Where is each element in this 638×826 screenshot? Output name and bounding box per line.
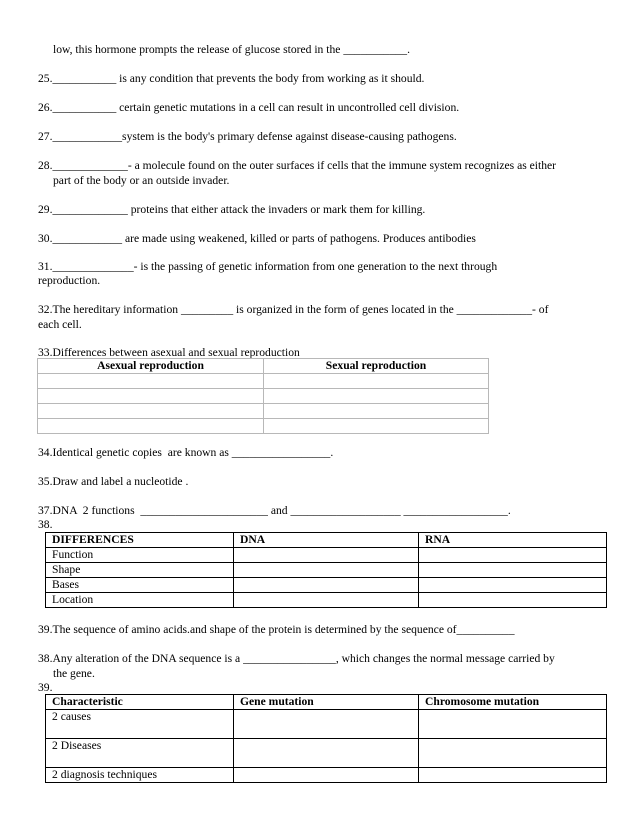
header-differences: DIFFERENCES [46,533,234,548]
reproduction-table [37,358,489,434]
question-38b-line1: 38.Any alteration of the DNA sequence is a ________________, which changes the normal message carried by [38,652,555,665]
answer-cell[interactable] [38,374,264,389]
answer-cell[interactable] [234,593,419,608]
header-gene-mutation: Gene mutation [234,695,419,710]
question-38b-line2: the gene. [53,667,95,680]
answer-cell[interactable] [419,578,607,593]
row-label-location: Location [46,593,234,608]
question-30: 30.____________ are made using weakened, killed or parts of pathogens. Produces antibodies [38,232,476,245]
question-32-line2: each cell. [38,318,82,331]
answer-cell[interactable] [234,710,419,739]
question-39b-number: 39. [38,681,53,694]
row-label-causes: 2 causes [46,710,234,739]
answer-cell[interactable] [419,768,607,783]
question-34: 34.Identical genetic copies are known as _________________. [38,446,334,459]
answer-cell[interactable] [419,548,607,563]
answer-cell[interactable] [234,548,419,563]
answer-cell[interactable] [38,389,264,404]
answer-cell[interactable] [264,419,489,434]
answer-cell[interactable] [419,710,607,739]
answer-cell[interactable] [38,419,264,434]
header-rna: RNA [419,533,607,548]
question-32-line1: 32.The hereditary information _________ is organized in the form of genes located in the _____________- of [38,303,549,316]
mutation-table [45,694,607,783]
question-26: 26.___________ certain genetic mutations in a cell can result in uncontrolled cell division. [38,101,460,114]
answer-cell[interactable] [419,563,607,578]
question-31-line2: reproduction. [38,274,101,287]
header-chromosome-mutation: Chromosome mutation [419,695,607,710]
answer-cell[interactable] [234,578,419,593]
header-dna: DNA [234,533,419,548]
row-label-diseases: 2 Diseases [46,739,234,768]
answer-cell[interactable] [264,404,489,419]
question-28-line1: 28._____________- a molecule found on the outer surfaces if cells that the immune system recognizes as either [38,159,557,172]
question-27: 27.____________system is the body's primary defense against disease-causing pathogens. [38,130,457,143]
row-label-bases: Bases [46,578,234,593]
question-38-number: 38. [38,518,53,531]
header-asexual: Asexual reproduction [38,359,264,374]
question-24-continuation: low, this hormone prompts the release of glucose stored in the ___________. [53,43,410,56]
question-39: 39.The sequence of amino acids.and shape of the protein is determined by the sequence of__________ [38,623,515,636]
answer-cell[interactable] [419,739,607,768]
question-25: 25.___________ is any condition that prevents the body from working as it should. [38,72,425,85]
answer-cell[interactable] [264,389,489,404]
answer-cell[interactable] [234,563,419,578]
question-31-line1: 31.______________- is the passing of genetic information from one generation to the next through [38,260,498,273]
answer-cell[interactable] [264,374,489,389]
header-sexual: Sexual reproduction [264,359,489,374]
question-33: 33.Differences between asexual and sexual reproduction [38,346,300,359]
answer-cell[interactable] [38,404,264,419]
row-label-diagnosis: 2 diagnosis techniques [46,768,234,783]
answer-cell[interactable] [419,593,607,608]
row-label-shape: Shape [46,563,234,578]
dna-rna-table [45,532,607,608]
header-characteristic: Characteristic [46,695,234,710]
question-29: 29._____________ proteins that either attack the invaders or mark them for killing. [38,203,426,216]
question-35: 35.Draw and label a nucleotide . [38,475,189,488]
answer-cell[interactable] [234,739,419,768]
answer-cell[interactable] [234,768,419,783]
row-label-function: Function [46,548,234,563]
question-28-line2: part of the body or an outside invader. [53,174,230,187]
question-37: 37.DNA 2 functions ______________________ and ___________________ __________________. [38,504,511,517]
